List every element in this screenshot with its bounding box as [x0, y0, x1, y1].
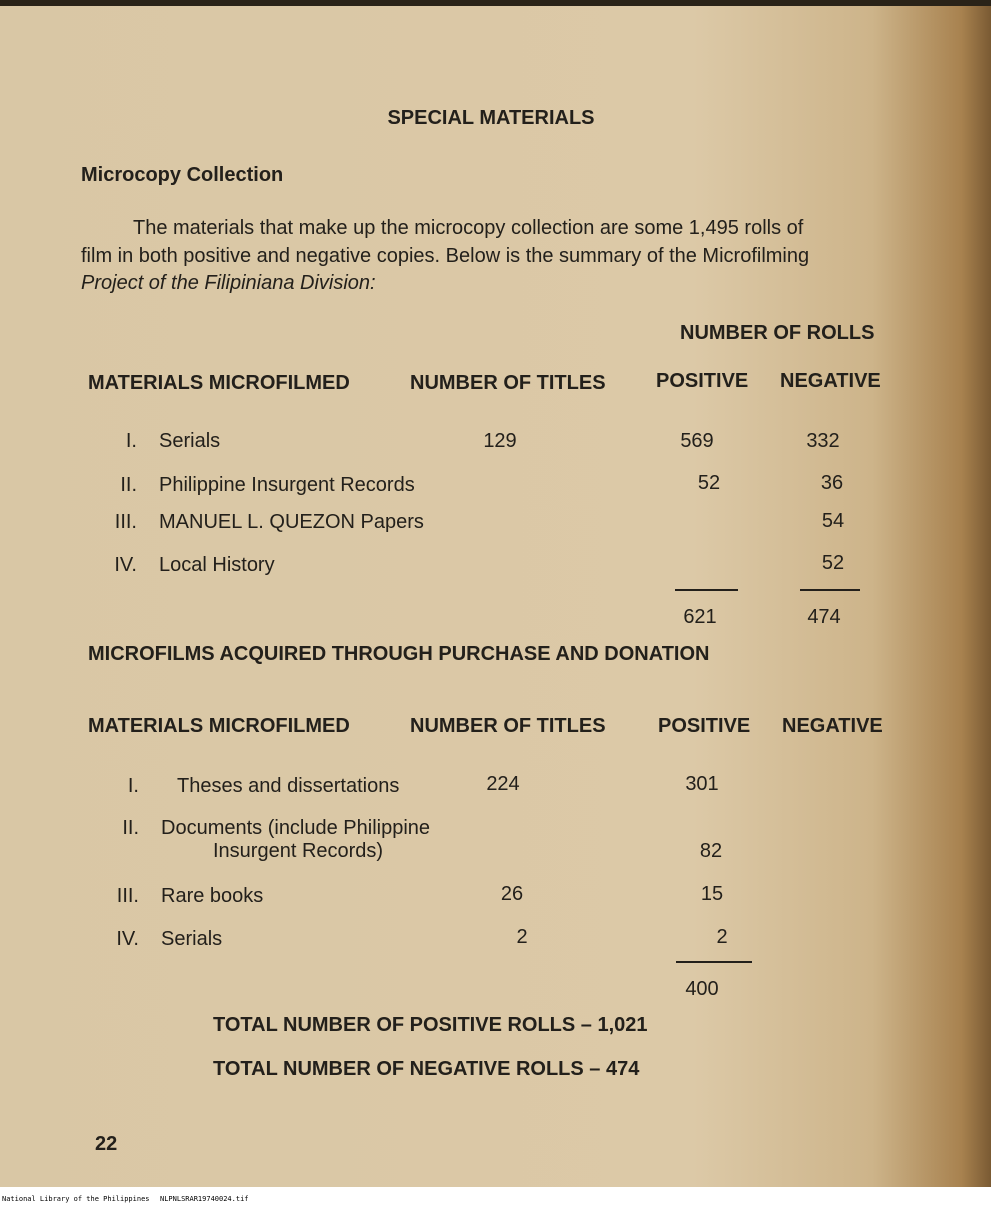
- row-positive: 569: [680, 430, 714, 452]
- total-negative-rolls: TOTAL NUMBER OF NEGATIVE ROLLS – 474: [213, 1058, 640, 1080]
- row-number: III.: [116, 885, 139, 907]
- row-number: IV.: [114, 554, 137, 576]
- rolls-header: NUMBER OF ROLLS: [680, 322, 875, 344]
- row-label: Rare books: [161, 885, 264, 907]
- footer-library: National Library of the Philippines: [2, 1195, 150, 1203]
- row-negative: 54: [821, 510, 845, 532]
- intro-line-3: Project of the Filipiniana Division:: [81, 272, 376, 294]
- row-negative: 332: [806, 430, 840, 452]
- row-positive: 15: [700, 883, 724, 905]
- col-titles: NUMBER OF TITLES: [410, 715, 606, 737]
- section-heading: Microcopy Collection: [81, 164, 284, 186]
- col-materials: MATERIALS MICROFILMED: [88, 715, 350, 737]
- scan-footer: [0, 1187, 991, 1208]
- row-titles: 129: [483, 430, 517, 452]
- row-number: II.: [120, 474, 137, 496]
- table1-total-positive: 621: [683, 606, 717, 628]
- col-materials: MATERIALS MICROFILMED: [88, 372, 350, 394]
- row-positive: 52: [697, 472, 721, 494]
- page-title: SPECIAL MATERIALS: [387, 107, 595, 129]
- total-rule-positive-2: [676, 961, 752, 963]
- row-label: Philippine Insurgent Records: [159, 474, 415, 496]
- row-label: Serials: [159, 430, 221, 452]
- row-positive: 82: [699, 840, 723, 862]
- intro-line-2: film in both positive and negative copies. Below is the summary of the Microfilming: [81, 245, 810, 267]
- row-number: IV.: [116, 928, 139, 950]
- row-label: Documents (include Philippine: [161, 817, 431, 839]
- table1-total-negative: 474: [807, 606, 841, 628]
- row-label: Serials: [161, 928, 223, 950]
- row-number: III.: [114, 511, 137, 533]
- row-negative: 36: [820, 472, 844, 494]
- row-label: MANUEL L. QUEZON Papers: [159, 511, 424, 533]
- intro-line-1: The materials that make up the microcopy collection are some 1,495 rolls of: [133, 217, 804, 239]
- total-rule-negative: [800, 589, 860, 591]
- row-titles: 224: [486, 773, 520, 795]
- col-positive: POSITIVE: [656, 370, 749, 392]
- col-negative: NEGATIVE: [780, 370, 881, 392]
- total-rule-positive: [675, 589, 738, 591]
- row-negative: 52: [821, 552, 845, 574]
- row-titles: 2: [516, 926, 528, 948]
- row-titles: 26: [500, 883, 524, 905]
- section2-heading: MICROFILMS ACQUIRED THROUGH PURCHASE AND DONATION: [88, 643, 710, 665]
- table2-total-positive: 400: [685, 978, 719, 1000]
- row-positive: 2: [716, 926, 728, 948]
- col-titles: NUMBER OF TITLES: [410, 372, 606, 394]
- col-negative: NEGATIVE: [782, 715, 883, 737]
- row-number: I.: [127, 775, 139, 797]
- row-label-continued: Insurgent Records): [213, 840, 384, 862]
- total-positive-rolls: TOTAL NUMBER OF POSITIVE ROLLS – 1,021: [213, 1014, 648, 1036]
- row-number: II.: [122, 817, 139, 839]
- row-label: Local History: [159, 554, 275, 576]
- row-number: I.: [125, 430, 137, 452]
- row-label: Theses and dissertations: [177, 775, 400, 797]
- col-positive: POSITIVE: [658, 715, 751, 737]
- footer-filename: NLPNLSRAR19740024.tif: [160, 1195, 249, 1203]
- page-number: 22: [95, 1133, 118, 1155]
- row-positive: 301: [685, 773, 719, 795]
